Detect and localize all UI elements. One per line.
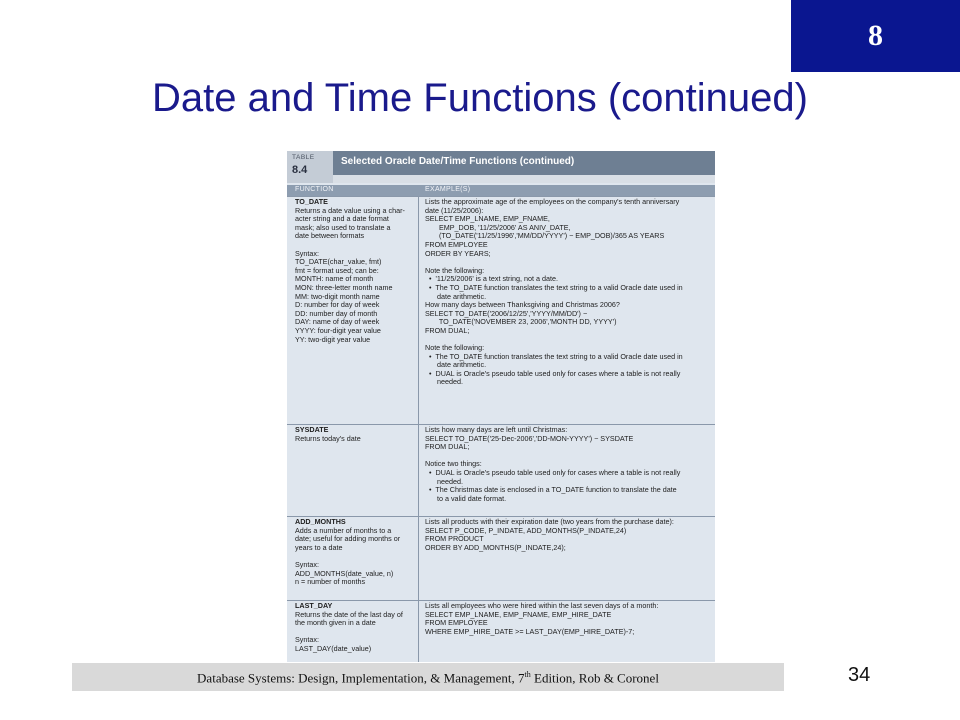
function-cell-add-months bbox=[295, 518, 400, 587]
footer-citation-main: Database Systems: Design, Implementation, & Management, 7 bbox=[197, 670, 525, 686]
column-header-row bbox=[287, 185, 715, 196]
column-header-function: FUNCTION bbox=[295, 186, 334, 193]
function-name: ADD_MONTHS bbox=[295, 517, 346, 526]
function-name: TO_DATE bbox=[295, 197, 328, 206]
function-name: SYSDATE bbox=[295, 425, 329, 434]
example-cell-last-day: Lists all employees who were hired within the last seven days of a month: SELECT EMP_LNAME, EMP_FNAME, EMP_HIRE_DATE FROM EMPLOYEE WHERE EMP_HIRE_DATE >= LAST_DAY(EMP_HIRE_DATE)-7; bbox=[425, 601, 659, 636]
table-tag-word: TABLE bbox=[292, 154, 315, 161]
function-cell-last-day bbox=[295, 602, 403, 654]
example-cell-add-months: Lists all products with their expiration date (two years from the purchase date): SELECT P_CODE, P_INDATE, ADD_MONTHS(P_INDATE,24) FROM PRODUCT ORDER BY ADD_MONTHS(P_INDATE,24); bbox=[425, 517, 674, 552]
function-cell-sysdate bbox=[295, 426, 361, 443]
table-tag bbox=[287, 151, 333, 183]
table-title-band bbox=[333, 151, 715, 175]
column-header-examples: EXAMPLE(S) bbox=[425, 186, 471, 193]
page-number: 34 bbox=[848, 664, 871, 686]
chapter-badge bbox=[791, 0, 960, 72]
table-header bbox=[287, 151, 715, 183]
table-figure bbox=[287, 151, 715, 662]
function-description: Adds a number of months to a date; useful for adding months or years to a date Syntax: ADD_MONTHS(date_value, n) n = number of months bbox=[295, 525, 401, 587]
footer-citation bbox=[72, 670, 784, 686]
table-title: Selected Oracle Date/Time Functions (continued) bbox=[341, 156, 575, 167]
example-cell-to-date: Lists the approximate age of the employees on the company's tenth anniversary date (11/25/2006): SELECT EMP_LNAME, EMP_FNAME, EMP_DOB, '11/25/2006' AS ANIV_DATE, (TO_DATE('11/25/1996','MM/DD/YYYY') − EMP_DOB)/365 AS YEARS FROM EMPLOYEE ORDER BY YEARS; Note the following: • '11/25/2006' is a text string, not a date. • The TO_DATE function translates the text string to a valid Oracle date used in date arithmetic. How many days between Thanksgiving and Christmas 2006? SELECT TO_DATE('2006/12/25','YYYY/MM/DD') − TO_DATE('NOVEMBER 23, 2006','MONTH DD, YYYY') FROM DUAL; Note the following: • The TO_DATE function translates the text string to a valid Oracle date used in date arithmetic. • DUAL is Oracle's pseudo table used only for cases where a table is not really needed. bbox=[425, 197, 683, 387]
chapter-number: 8 bbox=[868, 19, 883, 52]
footer-citation-sup: th bbox=[524, 670, 531, 679]
slide-title: Date and Time Functions (continued) bbox=[152, 76, 808, 120]
footer-citation-end: Edition, Rob & Coronel bbox=[530, 670, 659, 686]
table-tag-number: 8.4 bbox=[292, 164, 308, 176]
function-cell-to-date bbox=[295, 198, 405, 344]
function-description: Returns today's date bbox=[295, 433, 361, 443]
column-divider bbox=[418, 196, 419, 662]
example-cell-sysdate: Lists how many days are left until Christmas: SELECT TO_DATE('25-Dec-2006','DD-MON-YYYY') − SYSDATE FROM DUAL; Notice two things: • DUAL is Oracle's pseudo table used only for cases where a table is not really needed. • The Christmas date is enclosed in a TO_DATE function to translate the date to a valid date format. bbox=[425, 425, 681, 503]
function-description: Returns the date of the last day of the month given in a date Syntax: LAST_DAY(date_value) bbox=[295, 609, 403, 653]
function-description: Returns a date value using a char- acter string and a date format mask; also used to translate a date between formats Syntax: TO_DATE(char_value, fmt) fmt = format used; can be: MONTH: name of month MON: three-letter month name MM: two-digit month name D: number for day of week DD: number day of month DAY: name of day of week YYYY: four-digit year value YY: two-digit year value bbox=[295, 205, 405, 344]
function-name: LAST_DAY bbox=[295, 601, 333, 610]
